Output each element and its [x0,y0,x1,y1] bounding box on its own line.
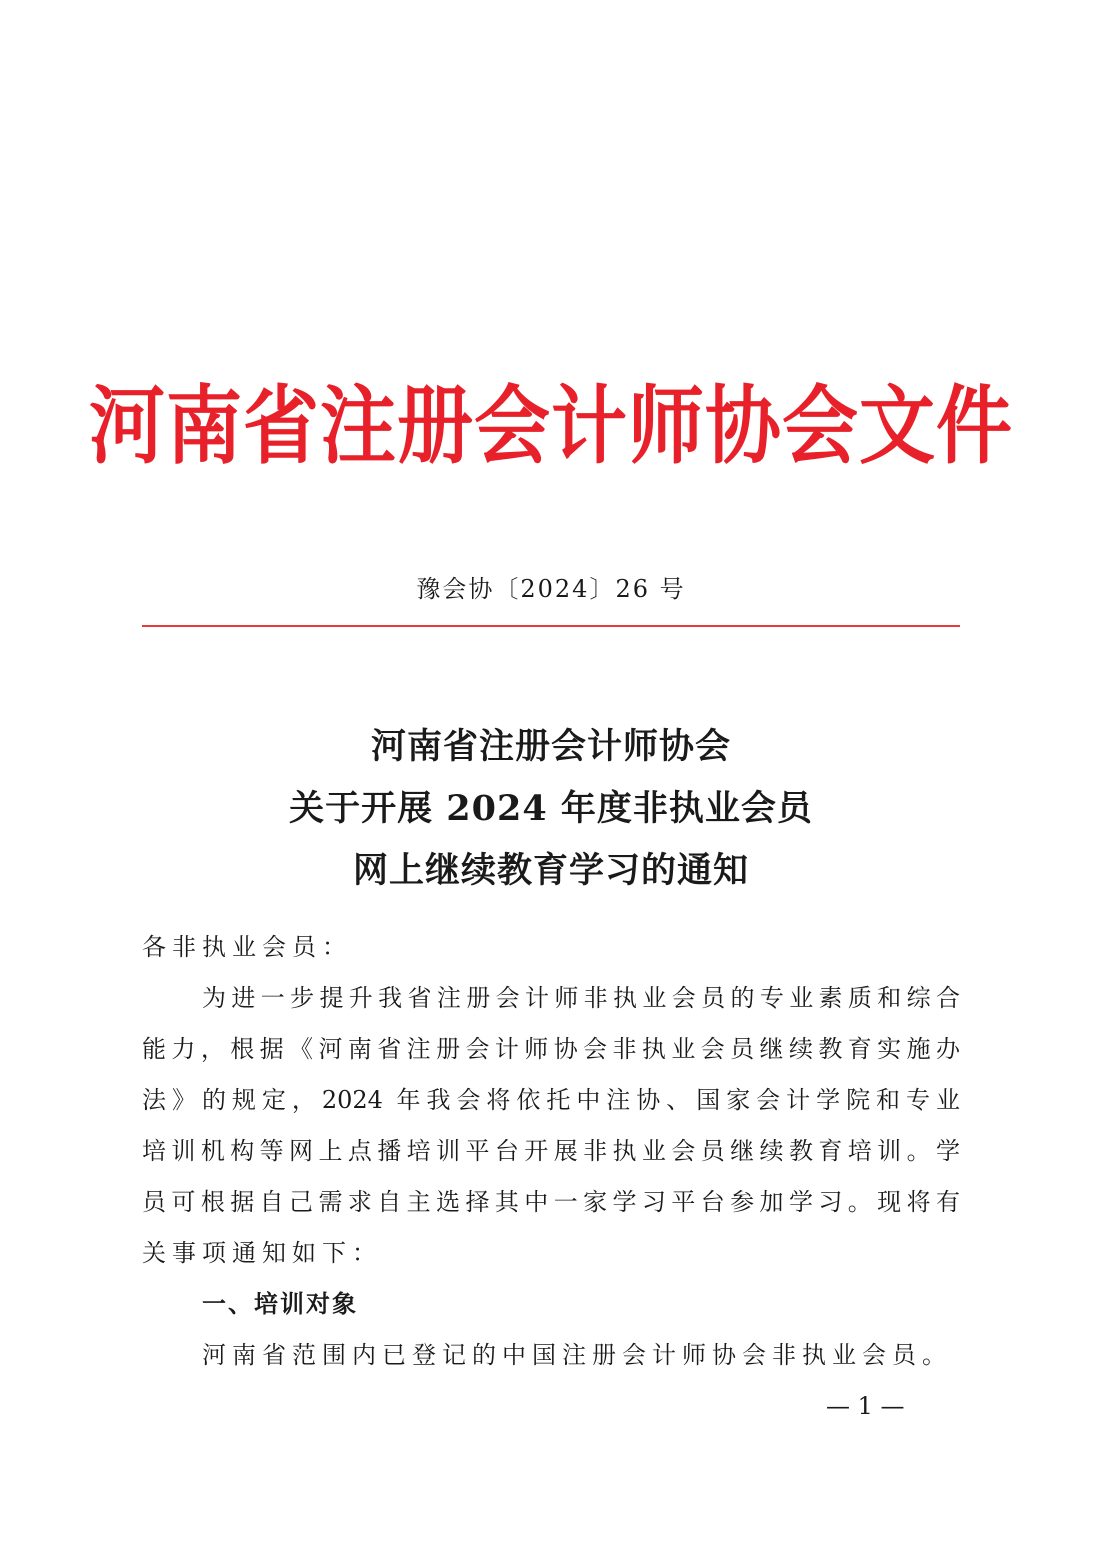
body-paragraph-line: 关事项通知如下： [142,1239,382,1267]
notice-title-line: 关于开展 2024 年度非执业会员 [289,788,813,829]
red-separator-rule [142,625,960,627]
salutation: 各非执业会员： [142,933,352,961]
section-heading-training-target: 一、培训对象 [202,1290,358,1318]
body-paragraph-line: 为进一步提升我省注册会计师非执业会员的专业素质和综合 [202,984,960,1012]
notice-title-line: 网上继续教育学习的通知 [352,850,749,891]
body-paragraph-line: 能力，根据《河南省注册会计师协会非执业会员继续教育实施办 [142,1035,960,1063]
body-paragraph-line: 法》的规定，2024 年我会将依托中注协、国家会计学院和专业 [142,1086,960,1114]
notice-title-line: 河南省注册会计师协会 [370,726,731,767]
body-paragraph-line: 员可根据自己需求自主选择其中一家学习平台参加学习。现将有 [142,1188,960,1216]
document-number: 豫会协〔2024〕26 号 [416,575,686,603]
page-number: — 1 — [826,1392,905,1420]
section-text-training-target: 河南省范围内已登记的中国注册会计师协会非执业会员。 [202,1341,952,1369]
body-paragraph-line: 培训机构等网上点播培训平台开展非执业会员继续教育培训。学 [142,1137,960,1165]
document-masthead: 河南省注册会计师协会文件 [89,376,1013,476]
notice-title [0,716,1102,902]
